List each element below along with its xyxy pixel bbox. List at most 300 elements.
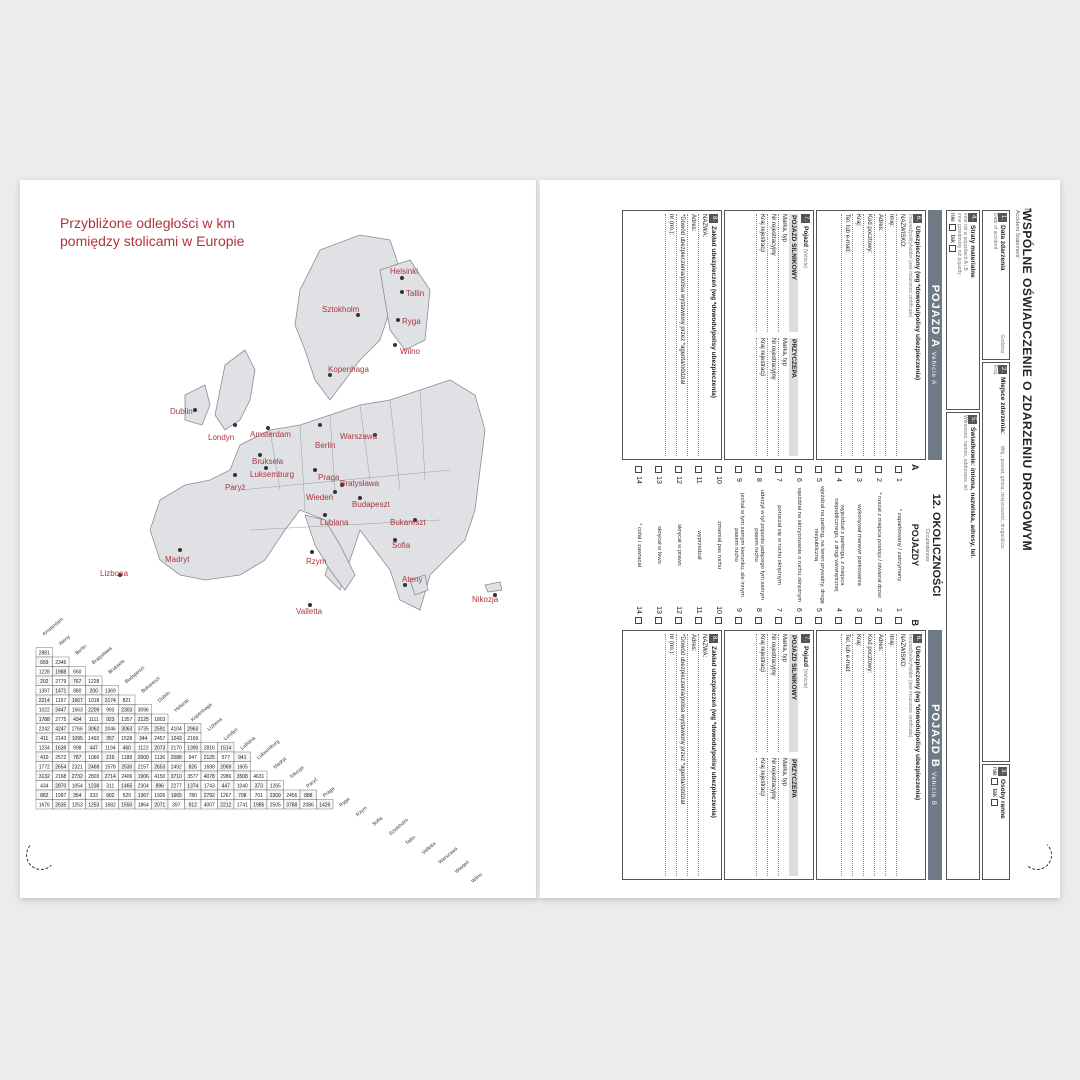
- place-sub: Woj., powiat, gmina, miejscowość, droga/ulica:: [998, 445, 1005, 550]
- a-insurer-name[interactable]: NAZWA:: [698, 214, 707, 456]
- table-cell-value: 447: [221, 783, 230, 790]
- city-lizbona: Lizbona: [100, 569, 129, 578]
- circumstance-a-checkbox[interactable]: [816, 466, 823, 473]
- circumstance-number-a: 5: [815, 478, 823, 482]
- circumstance-number-b: 13: [655, 606, 663, 614]
- a-insured-sub: Insured/policyholder (see insurance certificate): [907, 214, 913, 318]
- band-b-label: POJAZD B: [929, 704, 941, 768]
- b-trailer-make-field[interactable]: Marka, typ: [778, 758, 787, 876]
- circumstance-a-checkbox[interactable]: [876, 466, 883, 473]
- injured-no-checkbox[interactable]: [991, 778, 998, 785]
- table-cell-value: 1188: [121, 755, 133, 761]
- circumstance-text: zmieniał pas ruchu: [716, 520, 722, 570]
- a-name-field[interactable]: NAZWISKO:: [896, 214, 905, 456]
- table-cell-value: 3577: [187, 774, 199, 780]
- table-cell-value: 1022: [38, 707, 50, 714]
- circumstance-a-checkbox[interactable]: [836, 466, 843, 473]
- table-cell-value: 1357: [121, 717, 133, 723]
- table-cell-value: 1906: [137, 774, 149, 780]
- table-col-header: Dublin: [156, 690, 172, 705]
- vehicle-a-insured[interactable]: 6.Ubezpieczony (wg *dowodu/polisy ubezpieczenia) Insured/policyholder (see insurance certificate) NAZWISKO: Imię: Adres: Kod pocztowy: Kraj: Tel. lub e-mail:: [816, 210, 926, 460]
- table-cell-value: 1803: [154, 717, 166, 723]
- a-insurer-issued[interactable]: *Dowód ubezpieczenia/polisa wystawiony przez *agenta/oddział: [676, 214, 685, 456]
- a-postcode-field[interactable]: Kod pocztowy:: [863, 214, 872, 456]
- circumstance-text: wjeżdżał na parking, na teren prywatny, drogę niepubliczną: [813, 486, 825, 604]
- table-cell-value: 821: [122, 698, 131, 704]
- b-country-field[interactable]: Kraj:: [852, 634, 861, 876]
- date-sub: Date of accident: [992, 213, 998, 250]
- city-lublana: Lublana: [320, 518, 349, 527]
- city-amsterdam: Amsterdam: [250, 430, 291, 439]
- table-cell-value: 357: [106, 736, 115, 742]
- table-cell-value: 2214: [38, 698, 50, 704]
- circumstance-row: [892, 464, 906, 626]
- circumstance-b-checkbox[interactable]: [656, 617, 663, 624]
- city-wilno: Wilno: [400, 347, 421, 356]
- table-cell-value: 767: [73, 679, 82, 685]
- circumstance-a-checkbox[interactable]: [756, 466, 763, 473]
- table-cell-value: 1682: [104, 802, 116, 809]
- table-cell-value: 2457: [154, 736, 166, 742]
- a-vehicle-sub: (Vehicle): [801, 248, 808, 269]
- table-col-header: Helsinki: [173, 697, 191, 714]
- table-cell-value: 896: [155, 783, 164, 790]
- table-col-header: Ryga: [338, 796, 352, 809]
- field-witnesses[interactable]: 5.Świadkowie: imiona, nazwiska, adresy, tel. Witnesses: names, addresses, tel.: [946, 412, 980, 880]
- table-cell-value: 1238: [88, 783, 100, 790]
- table-cell-value: 4078: [203, 774, 215, 780]
- circumstance-number-a: 14: [635, 476, 643, 484]
- b-trailer-reg-field[interactable]: Nr rejestracyjny: [767, 758, 776, 876]
- damage-yes-checkbox[interactable]: [949, 245, 956, 252]
- table-cell-value: 701: [254, 793, 263, 799]
- circumstance-number-b: 14: [635, 606, 643, 614]
- circumstance-number-a: 4: [835, 478, 843, 482]
- table-cell-value: 3132: [38, 774, 50, 780]
- a-insured-label: Ubezpieczony (wg *dowodu/polisy ubezpieczenia): [913, 226, 921, 381]
- table-cell-value: 2309: [269, 793, 281, 799]
- table-cell-value: 2766: [71, 726, 83, 733]
- a-phone-field[interactable]: Tel. lub e-mail:: [841, 214, 850, 456]
- table-cell-value: 4007: [203, 802, 215, 809]
- circumstance-number-b: 3: [855, 608, 863, 612]
- circumstance-a-checkbox[interactable]: [856, 466, 863, 473]
- date-label: Data zdarzenia: [998, 225, 1006, 271]
- circumstance-number-b: 4: [835, 608, 843, 612]
- table-cell-value: 2591: [154, 726, 166, 733]
- circumstance-b-checkbox[interactable]: [816, 617, 823, 624]
- b-motor-label: POJAZD SILNIKOWY: [789, 634, 798, 752]
- table-cell-value: 344: [139, 736, 148, 742]
- b-insured-sub: Insured/policyholder (see insurance certificate): [907, 634, 913, 738]
- table-col-header: Wiedeń: [453, 859, 471, 876]
- table-cell-value: 2468: [88, 764, 100, 771]
- circumstance-a-checkbox[interactable]: [716, 466, 723, 473]
- table-cell-value: 1397: [38, 688, 50, 695]
- b-phone-field[interactable]: Tel. lub e-mail:: [841, 634, 850, 876]
- city-bruksela: Bruksela: [252, 457, 284, 466]
- circumstance-b-checkbox[interactable]: [836, 617, 843, 624]
- circumstance-number-a: 3: [855, 478, 863, 482]
- a-trailer-label: PRZYCZEPA: [789, 338, 798, 456]
- circumstance-text: wjeżdżał na skrzyżowanie o ruchu okrężnym: [796, 487, 802, 603]
- table-cell-value: 447: [89, 745, 98, 752]
- table-cell-value: 3096: [137, 707, 149, 714]
- table-cell-value: 434: [73, 717, 82, 723]
- table-cell-value: 659: [40, 660, 49, 666]
- circumstance-number-a: 9: [735, 478, 743, 482]
- field-place[interactable]: 2.Miejsce zdarzenia: Woj., powiat, gmina, miejscowość, droga/ulica: Kraj:: [982, 362, 1010, 762]
- b-insured-label: Ubezpieczony (wg *dowodu/polisy ubezpieczenia): [913, 646, 921, 801]
- scandinavia-shape: [295, 235, 400, 400]
- table-col-header: Paryż: [305, 776, 320, 790]
- map-title: Przybliżone odległości w km pomiędzy stolicami w Europie: [60, 215, 245, 249]
- circumstance-b-checkbox[interactable]: [756, 617, 763, 624]
- table-cell-value: 2170: [170, 745, 182, 752]
- table-col-header: Valletta: [420, 840, 438, 857]
- circ-col-b: B: [910, 619, 920, 626]
- city-tallin: Tallin: [406, 289, 425, 298]
- injured-no: nie: [990, 767, 998, 776]
- vehicle-a-insurer[interactable]: 8.Zakład ubezpieczeń (wg *dowodu/polisy ubezpieczenia) NAZWA: Adres: *Dowód ubezpieczenia/polisa wystawiony przez *agenta/oddział nr (no.):: [622, 210, 722, 460]
- city-helsinki: Helsinki: [390, 267, 419, 276]
- table-cell-value: 1926: [154, 793, 166, 799]
- table-cell-value: 1985: [253, 802, 265, 809]
- accident-form: [564, 210, 1034, 880]
- table-cell-value: 1743: [203, 783, 215, 790]
- circumstance-b-checkbox[interactable]: [716, 617, 723, 624]
- table-cell-value: 2212: [220, 802, 232, 809]
- circumstance-b-checkbox[interactable]: [736, 617, 743, 624]
- accident-form-rotated: [564, 210, 1034, 880]
- circumstance-a-checkbox[interactable]: [676, 466, 683, 473]
- table-col-header: Bratysława: [90, 645, 114, 667]
- city-madryt: Madryt: [165, 555, 190, 564]
- b-first-field[interactable]: Imię:: [885, 634, 894, 876]
- table-cell-value: 1243: [170, 736, 182, 742]
- a-address-field[interactable]: Adres:: [874, 214, 883, 456]
- table-cell-value: 2456: [286, 793, 298, 799]
- table-cell-value: 880: [73, 688, 82, 695]
- vehicle-b-vehicle[interactable]: 7.Pojazd (Vehicle) POJAZD SILNIKOWY Marka, typ Nr rejestracyjny Kraj rejestracji PRZYCZEPA Marka, typ Nr rejestracyjny Kraj rejestracji: [724, 630, 814, 880]
- table-cell-value: 2303: [121, 707, 133, 714]
- table-cell-value: 411: [40, 736, 49, 742]
- table-cell-value: 2346: [55, 660, 67, 666]
- circumstance-text: wyjeżdżał z parkingu, z miejsca niepublicznego, z drogi wewnętrznej: [833, 498, 845, 592]
- table-cell-value: 1054: [71, 783, 83, 790]
- table-cell-value: 2143: [55, 736, 67, 742]
- circumstance-b-checkbox[interactable]: [896, 617, 903, 624]
- city-bratyslawa: Bratysława: [340, 479, 380, 488]
- circumstance-number-a: 1: [895, 478, 903, 482]
- circumstance-text: jechał w tym samym kierunku, ale innym pasem ruchu: [733, 493, 745, 597]
- damage-no-checkbox[interactable]: [949, 224, 956, 231]
- city-ateny: Ateny: [402, 575, 423, 584]
- europe-map: [90, 230, 510, 620]
- circumstance-b-checkbox[interactable]: [796, 617, 803, 624]
- table-cell-value: 1988: [55, 669, 67, 676]
- circumstance-number-a: 12: [675, 476, 683, 484]
- table-cell-value: 2125: [137, 717, 149, 723]
- table-cell-value: 460: [122, 745, 131, 752]
- circumstance-a-checkbox[interactable]: [656, 466, 663, 473]
- city-dublin: Dublin: [170, 407, 193, 416]
- b-name-field[interactable]: NAZWISKO:: [896, 634, 905, 876]
- field-date[interactable]: 1.Data zdarzenia Date of accident Godzina: [982, 210, 1010, 360]
- table-cell-value: 397: [172, 802, 181, 809]
- table-cell-value: 2986: [220, 774, 232, 780]
- table-cell-value: 3063: [121, 726, 133, 733]
- table-cell-value: 826: [188, 764, 197, 771]
- table-col-header: Bukareszt: [140, 675, 162, 695]
- circumstance-a-checkbox[interactable]: [896, 466, 903, 473]
- table-col-header: Praga: [321, 785, 337, 800]
- b-postcode-field[interactable]: Kod pocztowy:: [863, 634, 872, 876]
- circumstance-a-checkbox[interactable]: [776, 466, 783, 473]
- table-cell-value: 1514: [220, 745, 232, 752]
- city-londyn: Londyn: [208, 433, 235, 442]
- damage-no: nie: [948, 213, 956, 222]
- table-cell-value: 993: [106, 707, 115, 714]
- table-cell-value: 1267: [220, 793, 232, 799]
- table-cell-value: 1095: [71, 736, 83, 742]
- circumstance-text: * zaparkowany / zatrzymany: [896, 508, 902, 582]
- table-cell-value: 4150: [154, 774, 166, 780]
- a-vehicle-label: Pojazd: [801, 226, 809, 247]
- band-a-sub: Vehicle A: [930, 351, 936, 386]
- circumstance-number-b: 9: [735, 608, 743, 612]
- table-cell-value: 1136: [154, 755, 166, 761]
- table-cell-value: 941: [238, 755, 247, 761]
- table-col-header: Berlin: [74, 643, 89, 657]
- city-wieden: Wiedeń: [306, 493, 334, 502]
- table-cell-value: 2168: [55, 774, 67, 780]
- table-cell-value: 1639: [55, 745, 67, 752]
- table-col-header: Tallin: [404, 834, 418, 847]
- table-cell-value: 1122: [137, 745, 149, 752]
- table-cell-value: 1369: [104, 688, 116, 695]
- circumstance-number-b: 11: [695, 606, 703, 614]
- table-col-header: Wilno: [470, 871, 484, 885]
- field-damage[interactable]: 4.Straty materialne inne niż w pojazdach A i B inne przedmioty niż pojazdy nie tak: [946, 210, 980, 410]
- table-cell-value: 3508: [236, 774, 248, 780]
- table-cell-value: 410: [40, 755, 49, 761]
- form-title-sub: Accident Statement: [1014, 210, 1020, 258]
- table-cell-value: 219: [106, 755, 115, 761]
- table-cell-value: 2069: [220, 764, 232, 771]
- vehicle-a-vehicle[interactable]: 7.Pojazd (Vehicle) POJAZD SILNIKOWY Marka, typ Nr rejestracyjny Kraj rejestracji PRZYCZEPA Marka, typ Nr rejestracyjny Kraj rejestracji: [724, 210, 814, 460]
- table-cell-value: 2803: [88, 774, 100, 780]
- table-cell-value: 787: [73, 755, 82, 761]
- table-cell-value: 2242: [38, 726, 50, 733]
- table-cell-value: 1194: [104, 745, 116, 752]
- table-cell-value: 2046: [104, 726, 116, 733]
- circumstance-row: [812, 464, 826, 626]
- circumstance-b-checkbox[interactable]: [636, 617, 643, 624]
- table-cell-value: 1698: [203, 764, 215, 771]
- table-cell-value: 4631: [253, 774, 265, 780]
- circumstance-a-checkbox[interactable]: [736, 466, 743, 473]
- table-cell-value: 2732: [71, 774, 83, 780]
- a-make-field[interactable]: Marka, typ: [778, 214, 787, 332]
- table-cell-value: 202: [40, 679, 49, 685]
- table-cell-value: 998: [73, 745, 82, 752]
- b-trailer-label: PRZYCZEPA: [789, 758, 798, 876]
- circumstance-a-checkbox[interactable]: [696, 466, 703, 473]
- field-injured[interactable]: 3.Osoby ranne nie tak: [982, 764, 1010, 880]
- table-cell-value: 1253: [71, 802, 83, 809]
- table-cell-value: 1111: [88, 717, 99, 723]
- table-col-header: Luksemburg: [255, 738, 281, 762]
- ireland-shape: [185, 385, 210, 425]
- table-cell-value: 3710: [170, 774, 182, 780]
- b-reg-country-field[interactable]: Kraj rejestracji: [756, 634, 765, 752]
- table-cell-value: 2870: [55, 783, 67, 790]
- table-cell-value: 2304: [137, 783, 149, 790]
- b-trailer-country-field[interactable]: Kraj rejestracji: [756, 758, 765, 876]
- circumstance-text: wyprzedzał: [696, 530, 702, 560]
- table-cell-value: 1374: [187, 783, 199, 790]
- table-cell-value: 529: [122, 793, 131, 799]
- table-cell-value: 1234: [38, 745, 50, 752]
- a-trailer-reg-field[interactable]: Nr rejestracyjny: [767, 338, 776, 456]
- b-make-field[interactable]: Marka, typ: [778, 634, 787, 752]
- circumstance-a-checkbox[interactable]: [796, 466, 803, 473]
- table-cell-value: 1578: [104, 764, 116, 771]
- table-col-header: Ateny: [57, 634, 72, 648]
- table-cell-value: 902: [106, 793, 115, 799]
- b-insurer-name[interactable]: NAZWA:: [698, 634, 707, 876]
- table-cell-value: 2071: [154, 802, 166, 809]
- table-cell-value: 1265: [269, 783, 281, 790]
- table-cell-value: 1772: [38, 764, 50, 771]
- table-cell-value: 2816: [203, 745, 215, 752]
- table-cell-value: 2086: [302, 802, 314, 809]
- circumstance-row: [752, 464, 766, 626]
- injured-label: Osoby ranne: [998, 779, 1006, 819]
- table-cell-value: 2073: [154, 745, 166, 752]
- circumstance-a-checkbox[interactable]: [636, 466, 643, 473]
- table-cell-value: 4104: [170, 726, 182, 733]
- a-trailer-make-field[interactable]: Marka, typ: [778, 338, 787, 456]
- place-label: Miejsce zdarzenia:: [998, 377, 1006, 435]
- band-vehicle-a: [928, 210, 942, 460]
- vehicle-b-insurer[interactable]: 8.Zakład ubezpieczeń (wg *dowodu/polisy ubezpieczenia) NAZWA: Adres: *Dowód ubezpieczenia/polisa wystawiony przez *agenta/oddział nr (no.):: [622, 630, 722, 880]
- table-cell-value: 434: [40, 783, 49, 790]
- a-motor-label: POJAZD SILNIKOWY: [789, 214, 798, 332]
- city-praga: Praga: [318, 473, 340, 482]
- city-paryz: Paryż: [225, 483, 246, 492]
- table-cell-value: 1997: [55, 793, 67, 799]
- table-col-header: Kopenhaga: [189, 701, 214, 724]
- a-insurer-nr[interactable]: nr (no.):: [665, 214, 674, 456]
- b-reg-field[interactable]: Nr rejestracyjny: [767, 634, 776, 752]
- circumstance-number-a: 8: [755, 478, 763, 482]
- city-bukareszt: Bukareszt: [390, 518, 426, 527]
- table-cell-value: 1197: [55, 698, 67, 704]
- table-cell-value: 1563: [71, 707, 83, 714]
- table-cell-value: 882: [40, 793, 49, 799]
- table-cell-value: 3735: [137, 726, 149, 733]
- band-a-label: POJAZD A: [929, 284, 941, 348]
- circumstance-b-checkbox[interactable]: [876, 617, 883, 624]
- a-country-field[interactable]: Kraj:: [852, 214, 861, 456]
- circumstance-number-a: 11: [695, 476, 703, 484]
- circumstance-row: [652, 464, 666, 626]
- a-insurer-address[interactable]: Adres:: [687, 214, 696, 456]
- b-insurer-issued[interactable]: *Dowód ubezpieczenia/polisa wystawiony przez *agenta/oddział: [676, 634, 685, 876]
- table-cell-value: 2406: [121, 774, 133, 780]
- city-ryga: Ryga: [402, 317, 421, 326]
- right-page: [540, 180, 1060, 898]
- cyprus-shape: [485, 582, 502, 592]
- table-cell-value: 1741: [236, 802, 248, 809]
- table-col-header: Sofia: [371, 815, 385, 828]
- arrow-icon: →: [1022, 200, 1034, 214]
- b-address-field[interactable]: Adres:: [874, 634, 883, 876]
- circumstance-number-b: 8: [755, 608, 763, 612]
- table-col-header: Lizbona: [206, 716, 224, 733]
- a-first-field[interactable]: Imię:: [885, 214, 894, 456]
- table-cell-value: 2125: [203, 755, 215, 761]
- city-luksemburg: Luksemburg: [250, 470, 295, 479]
- circumstance-b-checkbox[interactable]: [776, 617, 783, 624]
- injured-yes-checkbox[interactable]: [991, 799, 998, 806]
- circumstance-row: [792, 464, 806, 626]
- a-reg-country-field[interactable]: Kraj rejestracji: [756, 214, 765, 332]
- table-cell-value: 1367: [137, 793, 149, 799]
- table-cell-value: 2775: [55, 717, 67, 723]
- a-insurer-label: Zakład ubezpieczeń (wg *dowodu/polisy ubezpieczenia): [709, 226, 717, 398]
- fold-mark-right: [1022, 840, 1052, 870]
- a-trailer-country-field[interactable]: Kraj rejestracji: [756, 338, 765, 456]
- vehicle-b-insured[interactable]: 6.Ubezpieczony (wg *dowodu/polisy ubezpieczenia) Insured/policyholder (see insurance certificate) NAZWISKO: Imię: Adres: Kod pocztowy: Kraj: Tel. lub e-mail:: [816, 630, 926, 880]
- table-cell-value: 923: [106, 717, 115, 723]
- circumstance-row: [672, 464, 686, 626]
- damage-objects: inne przedmioty niż pojazdy: [956, 213, 962, 275]
- damage-label: Straty materialne: [968, 225, 976, 278]
- table-cell-value: 2277: [170, 783, 182, 790]
- city-budapeszt: Budapeszt: [352, 500, 390, 509]
- b-insurer-nr[interactable]: nr (no.):: [665, 634, 674, 876]
- injured-yes: tak: [990, 788, 998, 798]
- circumstance-b-checkbox[interactable]: [856, 617, 863, 624]
- circ-title: 12. OKOLICZNOŚCI: [930, 493, 942, 597]
- circumstance-b-checkbox[interactable]: [676, 617, 683, 624]
- table-col-header: Sztokholm: [387, 817, 410, 838]
- table-col-header: Londyn: [222, 726, 240, 743]
- table-cell-value: 1605: [236, 764, 248, 771]
- table-cell-value: 1465: [121, 783, 133, 790]
- table-cell-value: 2000: [137, 755, 149, 761]
- table-cell-value: 1788: [38, 717, 50, 723]
- circ-vehicles: POJAZDY: [910, 523, 920, 567]
- a-reg-field[interactable]: Nr rejestracyjny: [767, 214, 776, 332]
- circumstance-number-b: 6: [795, 608, 803, 612]
- b-insurer-address[interactable]: Adres:: [687, 634, 696, 876]
- table-cell-value: 1426: [319, 802, 331, 809]
- distance-table-svg: [36, 616, 506, 885]
- witnesses-label: Świadkowie: imiona, nazwiska, adresy, tel.: [968, 427, 976, 559]
- circumstance-number-b: 12: [675, 606, 683, 614]
- table-cell-value: 2157: [137, 764, 149, 771]
- table-cell-value: 373: [254, 783, 263, 790]
- table-cell-value: 780: [188, 793, 197, 799]
- circumstance-b-checkbox[interactable]: [696, 617, 703, 624]
- circumstance-row: [872, 464, 886, 626]
- table-cell-value: 1018: [88, 698, 100, 704]
- circumstance-text: * cofał / zawracał: [636, 523, 642, 567]
